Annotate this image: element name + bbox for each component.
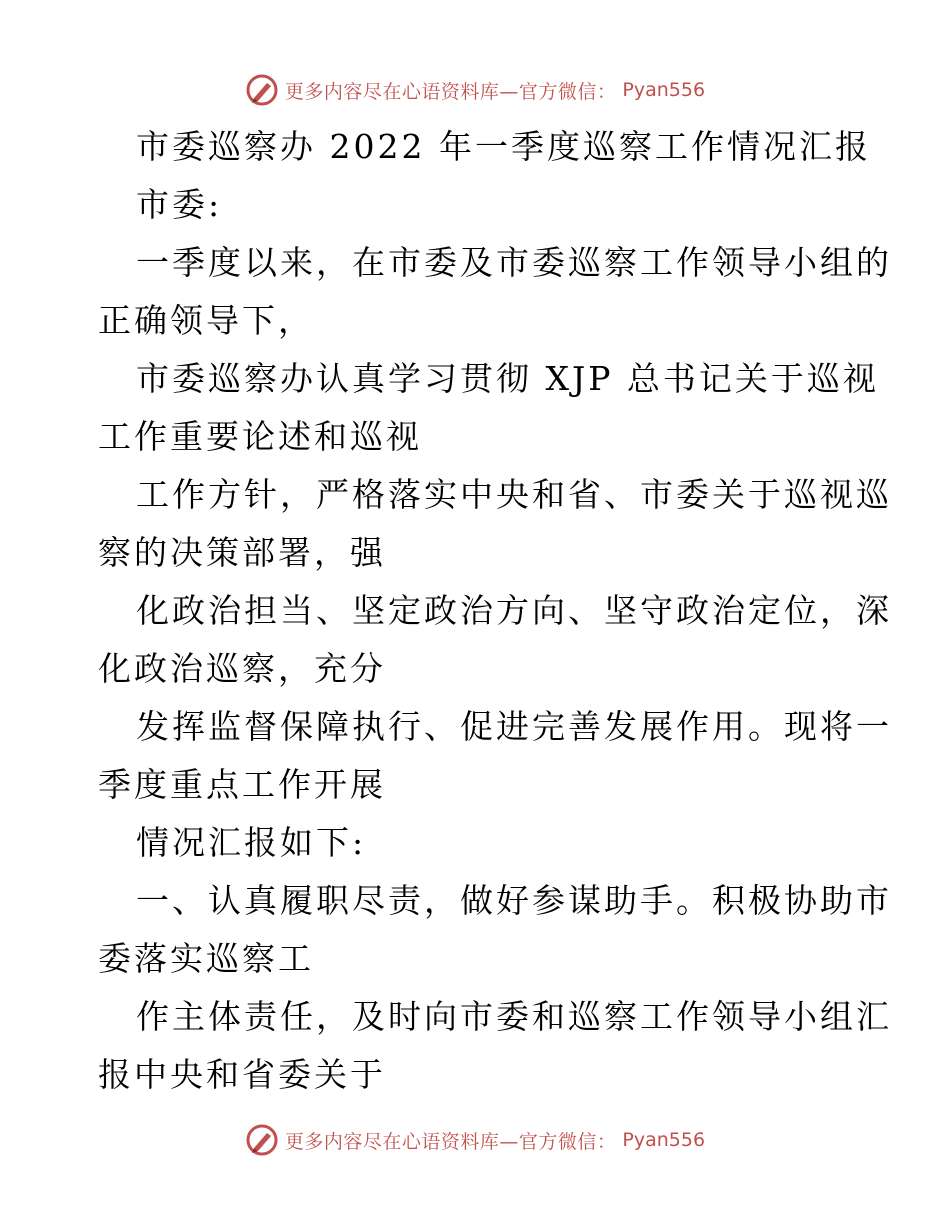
paragraph-line: 报中央和省委关于: [98, 1055, 386, 1094]
watermark-header: [0, 70, 950, 110]
pen-logo-icon: [245, 1123, 279, 1157]
watermark-text: 更多内容尽在心语资料库—官方微信：: [284, 80, 617, 103]
paragraph-line: 化政治担当、坚定政治方向、坚守政治定位，深: [136, 591, 892, 630]
watermark-wechat-id: Pyan556: [622, 79, 706, 101]
paragraph-line: 作主体责任，及时向市委和巡察工作领导小组汇: [136, 997, 892, 1036]
paragraph-line: 一季度以来，在市委及市委巡察工作领导小组的: [136, 243, 892, 282]
paragraph-line: 发挥监督保障执行、促进完善发展作用。现将一: [136, 707, 892, 746]
paragraph-line: 化政治巡察，充分: [98, 649, 386, 688]
paragraph-line: 市委巡察办认真学习贯彻 XJP 总书记关于巡视: [136, 359, 879, 398]
paragraph-line: 季度重点工作开展: [98, 765, 386, 804]
paragraph-line: 工作方针，严格落实中央和省、市委关于巡视巡: [136, 475, 892, 514]
section-heading-line: 一、认真履职尽责，做好参谋助手。积极协助市: [136, 881, 892, 920]
document-body: [98, 118, 892, 1104]
watermark-text: 更多内容尽在心语资料库—官方微信：: [284, 1130, 617, 1153]
paragraph-line: 委落实巡察工: [98, 939, 314, 978]
document-title: 市委巡察办 2022 年一季度巡察工作情况汇报: [136, 127, 871, 166]
watermark-wechat-id: Pyan556: [622, 1129, 706, 1151]
watermark-footer: [0, 1120, 950, 1160]
salutation: 市委:: [136, 185, 223, 224]
paragraph-line: 正确领导下，: [98, 301, 314, 340]
paragraph-line: 情况汇报如下:: [136, 823, 367, 862]
paragraph-line: 察的决策部署，强: [98, 533, 386, 572]
pen-logo-icon: [245, 73, 279, 107]
paragraph-line: 工作重要论述和巡视: [98, 417, 422, 456]
